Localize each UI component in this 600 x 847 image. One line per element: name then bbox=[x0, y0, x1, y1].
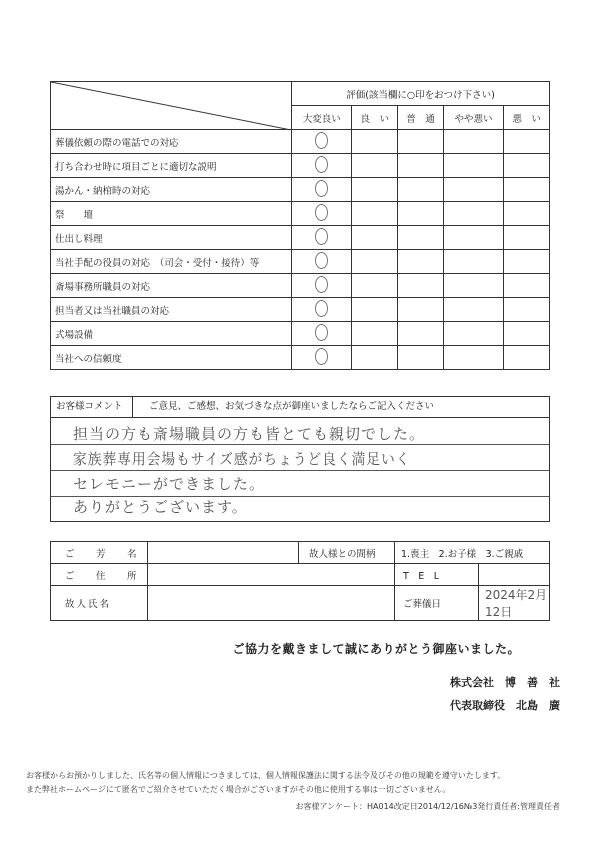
tel-field[interactable] bbox=[479, 564, 550, 586]
deceased-name-field[interactable] bbox=[148, 586, 395, 621]
rating-row bbox=[51, 274, 550, 298]
rating-cell[interactable] bbox=[352, 202, 398, 226]
rating-item-label: 祭 壇 bbox=[51, 202, 292, 226]
address-field[interactable] bbox=[148, 564, 395, 586]
rating-cell[interactable] bbox=[398, 202, 444, 226]
rating-cell[interactable] bbox=[398, 274, 444, 298]
rating-row bbox=[51, 130, 550, 154]
circle-mark-icon bbox=[315, 156, 328, 173]
rating-cell[interactable] bbox=[504, 346, 550, 370]
rating-cell[interactable] bbox=[352, 250, 398, 274]
rating-row bbox=[51, 154, 550, 178]
comment-label: お客様コメント bbox=[51, 397, 133, 417]
comment-handwritten-line: ありがとうございます。 bbox=[73, 498, 248, 516]
rating-cell[interactable] bbox=[292, 202, 352, 226]
circle-mark-icon bbox=[315, 180, 328, 197]
rating-cell[interactable] bbox=[443, 346, 503, 370]
rating-cell[interactable] bbox=[398, 226, 444, 250]
rating-row bbox=[51, 298, 550, 322]
tel-label: T E L bbox=[395, 564, 479, 586]
comment-box bbox=[50, 396, 550, 522]
rating-cell[interactable] bbox=[352, 178, 398, 202]
rating-cell[interactable] bbox=[398, 298, 444, 322]
rating-cell[interactable] bbox=[292, 154, 352, 178]
rating-cell[interactable] bbox=[504, 298, 550, 322]
comment-handwritten-line: 家族葬専用会場もサイズ感がちょうど良く満足いく bbox=[73, 450, 411, 468]
rating-item-label: 葬儀依頼の際の電話での対応 bbox=[51, 130, 292, 154]
funeral-date-field[interactable] bbox=[479, 586, 550, 621]
rating-item-label: 仕出し料理 bbox=[51, 226, 292, 250]
rating-col-header: 大変良い bbox=[292, 106, 352, 130]
rating-cell[interactable] bbox=[443, 178, 503, 202]
rating-cell[interactable] bbox=[352, 346, 398, 370]
rating-cell[interactable] bbox=[443, 250, 503, 274]
rating-cell[interactable] bbox=[398, 346, 444, 370]
rating-item-label: 式場設備 bbox=[51, 322, 292, 346]
rating-cell[interactable] bbox=[398, 130, 444, 154]
circle-mark-icon bbox=[315, 204, 328, 221]
rating-cell[interactable] bbox=[398, 250, 444, 274]
comment-handwritten-line: 担当の方も斎場職員の方も皆とても親切でした。 bbox=[73, 425, 426, 443]
rating-cell[interactable] bbox=[292, 322, 352, 346]
rating-item-label: 斎場事務所職員の対応 bbox=[51, 274, 292, 298]
funeral-date-label: ご葬儀日 bbox=[395, 586, 479, 621]
rating-row bbox=[51, 226, 550, 250]
rating-cell[interactable] bbox=[504, 154, 550, 178]
rating-cell[interactable] bbox=[292, 130, 352, 154]
rating-cell[interactable] bbox=[443, 274, 503, 298]
rating-cell[interactable] bbox=[398, 154, 444, 178]
rating-cell[interactable] bbox=[504, 322, 550, 346]
address-label: ご 住 所 bbox=[51, 564, 148, 586]
rating-cell[interactable] bbox=[443, 130, 503, 154]
rating-cell[interactable] bbox=[443, 202, 503, 226]
rating-cell[interactable] bbox=[504, 226, 550, 250]
rating-cell[interactable] bbox=[292, 346, 352, 370]
rating-cell[interactable] bbox=[504, 202, 550, 226]
funeral-date-value: 2024年2月12日 bbox=[485, 588, 548, 619]
circle-mark-icon bbox=[315, 300, 328, 317]
form-footer: お客様アンケート：HA014改定日2014/12/16№3発行責任者:管理責任者 bbox=[295, 802, 560, 811]
relation-options bbox=[395, 542, 550, 564]
circle-mark-icon bbox=[315, 228, 328, 245]
circle-mark-icon bbox=[315, 276, 328, 293]
info-table bbox=[50, 541, 550, 621]
rating-item-label: 打ち合わせ時に項目ごとに適切な説明 bbox=[51, 154, 292, 178]
rating-item-label: 担当者又は当社職員の対応 bbox=[51, 298, 292, 322]
rating-cell[interactable] bbox=[443, 226, 503, 250]
comment-rule bbox=[51, 444, 549, 445]
rating-cell[interactable] bbox=[352, 274, 398, 298]
rating-row bbox=[51, 346, 550, 370]
rating-cell[interactable] bbox=[352, 130, 398, 154]
rating-item-label: 当社手配の役員の対応 （司会・受付・接待）等 bbox=[51, 250, 292, 274]
name-label: ご 芳 名 bbox=[51, 542, 148, 564]
comment-header bbox=[51, 397, 549, 418]
name-field[interactable] bbox=[148, 542, 299, 564]
rating-cell[interactable] bbox=[504, 178, 550, 202]
rating-cell[interactable] bbox=[292, 250, 352, 274]
rating-cell[interactable] bbox=[352, 322, 398, 346]
privacy-note: また弊社ホームページにて匿名でご紹介させていただく場合がございますがその他に使用する事は一切ございません。 bbox=[26, 785, 451, 794]
rating-cell[interactable] bbox=[504, 250, 550, 274]
comment-rule bbox=[51, 470, 549, 471]
privacy-note: お客様からお預かりしました、氏名等の個人情報につきましては、個人情報保護法に関する法令及びその他の規範を遵守いたします。 bbox=[26, 771, 506, 780]
rating-cell[interactable] bbox=[398, 178, 444, 202]
thanks-message: ご協力を戴きまして誠にありがとう御座いました。 bbox=[232, 642, 520, 656]
rating-cell[interactable] bbox=[292, 298, 352, 322]
rating-col-header: やや悪い bbox=[443, 106, 503, 130]
rating-row bbox=[51, 322, 550, 346]
rating-col-header: 悪 い bbox=[504, 106, 550, 130]
comment-prompt: ご意見、ご感想、お気づきな点が御座いましたならご記入ください bbox=[149, 401, 435, 412]
rating-row bbox=[51, 250, 550, 274]
rating-col-header: 普 通 bbox=[398, 106, 444, 130]
rating-cell[interactable] bbox=[443, 322, 503, 346]
deceased-name-label: 故人氏名 bbox=[51, 586, 148, 621]
rating-cell[interactable] bbox=[504, 130, 550, 154]
rating-row bbox=[51, 178, 550, 202]
rating-cell[interactable] bbox=[352, 298, 398, 322]
circle-mark-icon bbox=[315, 132, 328, 149]
circle-mark-icon bbox=[315, 348, 328, 365]
company-name: 株式会社 博 善 社 bbox=[450, 676, 560, 689]
circle-mark-icon bbox=[315, 252, 328, 269]
rating-header-title: 評価(該当欄に○印をおつけ下さい) bbox=[292, 82, 550, 106]
rating-table-corner bbox=[51, 82, 292, 130]
rating-cell[interactable] bbox=[292, 274, 352, 298]
rating-cell[interactable] bbox=[504, 274, 550, 298]
rating-col-header: 良 い bbox=[352, 106, 398, 130]
comment-handwritten-line: セレモニーができました。 bbox=[73, 475, 266, 493]
rating-cell[interactable] bbox=[292, 226, 352, 250]
rating-cell[interactable] bbox=[292, 178, 352, 202]
relation-label: 故人様との間柄 bbox=[299, 542, 395, 564]
rating-cell[interactable] bbox=[398, 322, 444, 346]
rating-table bbox=[50, 81, 550, 370]
diagonal-line bbox=[51, 82, 291, 130]
relation-options-text: 1.喪主 2.お子様 3.ご親戚 bbox=[401, 548, 524, 560]
representative-name: 代表取締役 北島 廣 bbox=[450, 699, 560, 712]
rating-cell[interactable] bbox=[443, 154, 503, 178]
rating-item-label: 湯かん・納棺時の対応 bbox=[51, 178, 292, 202]
rating-row bbox=[51, 202, 550, 226]
rating-cell[interactable] bbox=[352, 154, 398, 178]
rating-item-label: 当社への信頼度 bbox=[51, 346, 292, 370]
rating-cell[interactable] bbox=[443, 298, 503, 322]
rating-cell[interactable] bbox=[352, 226, 398, 250]
circle-mark-icon bbox=[315, 324, 328, 341]
